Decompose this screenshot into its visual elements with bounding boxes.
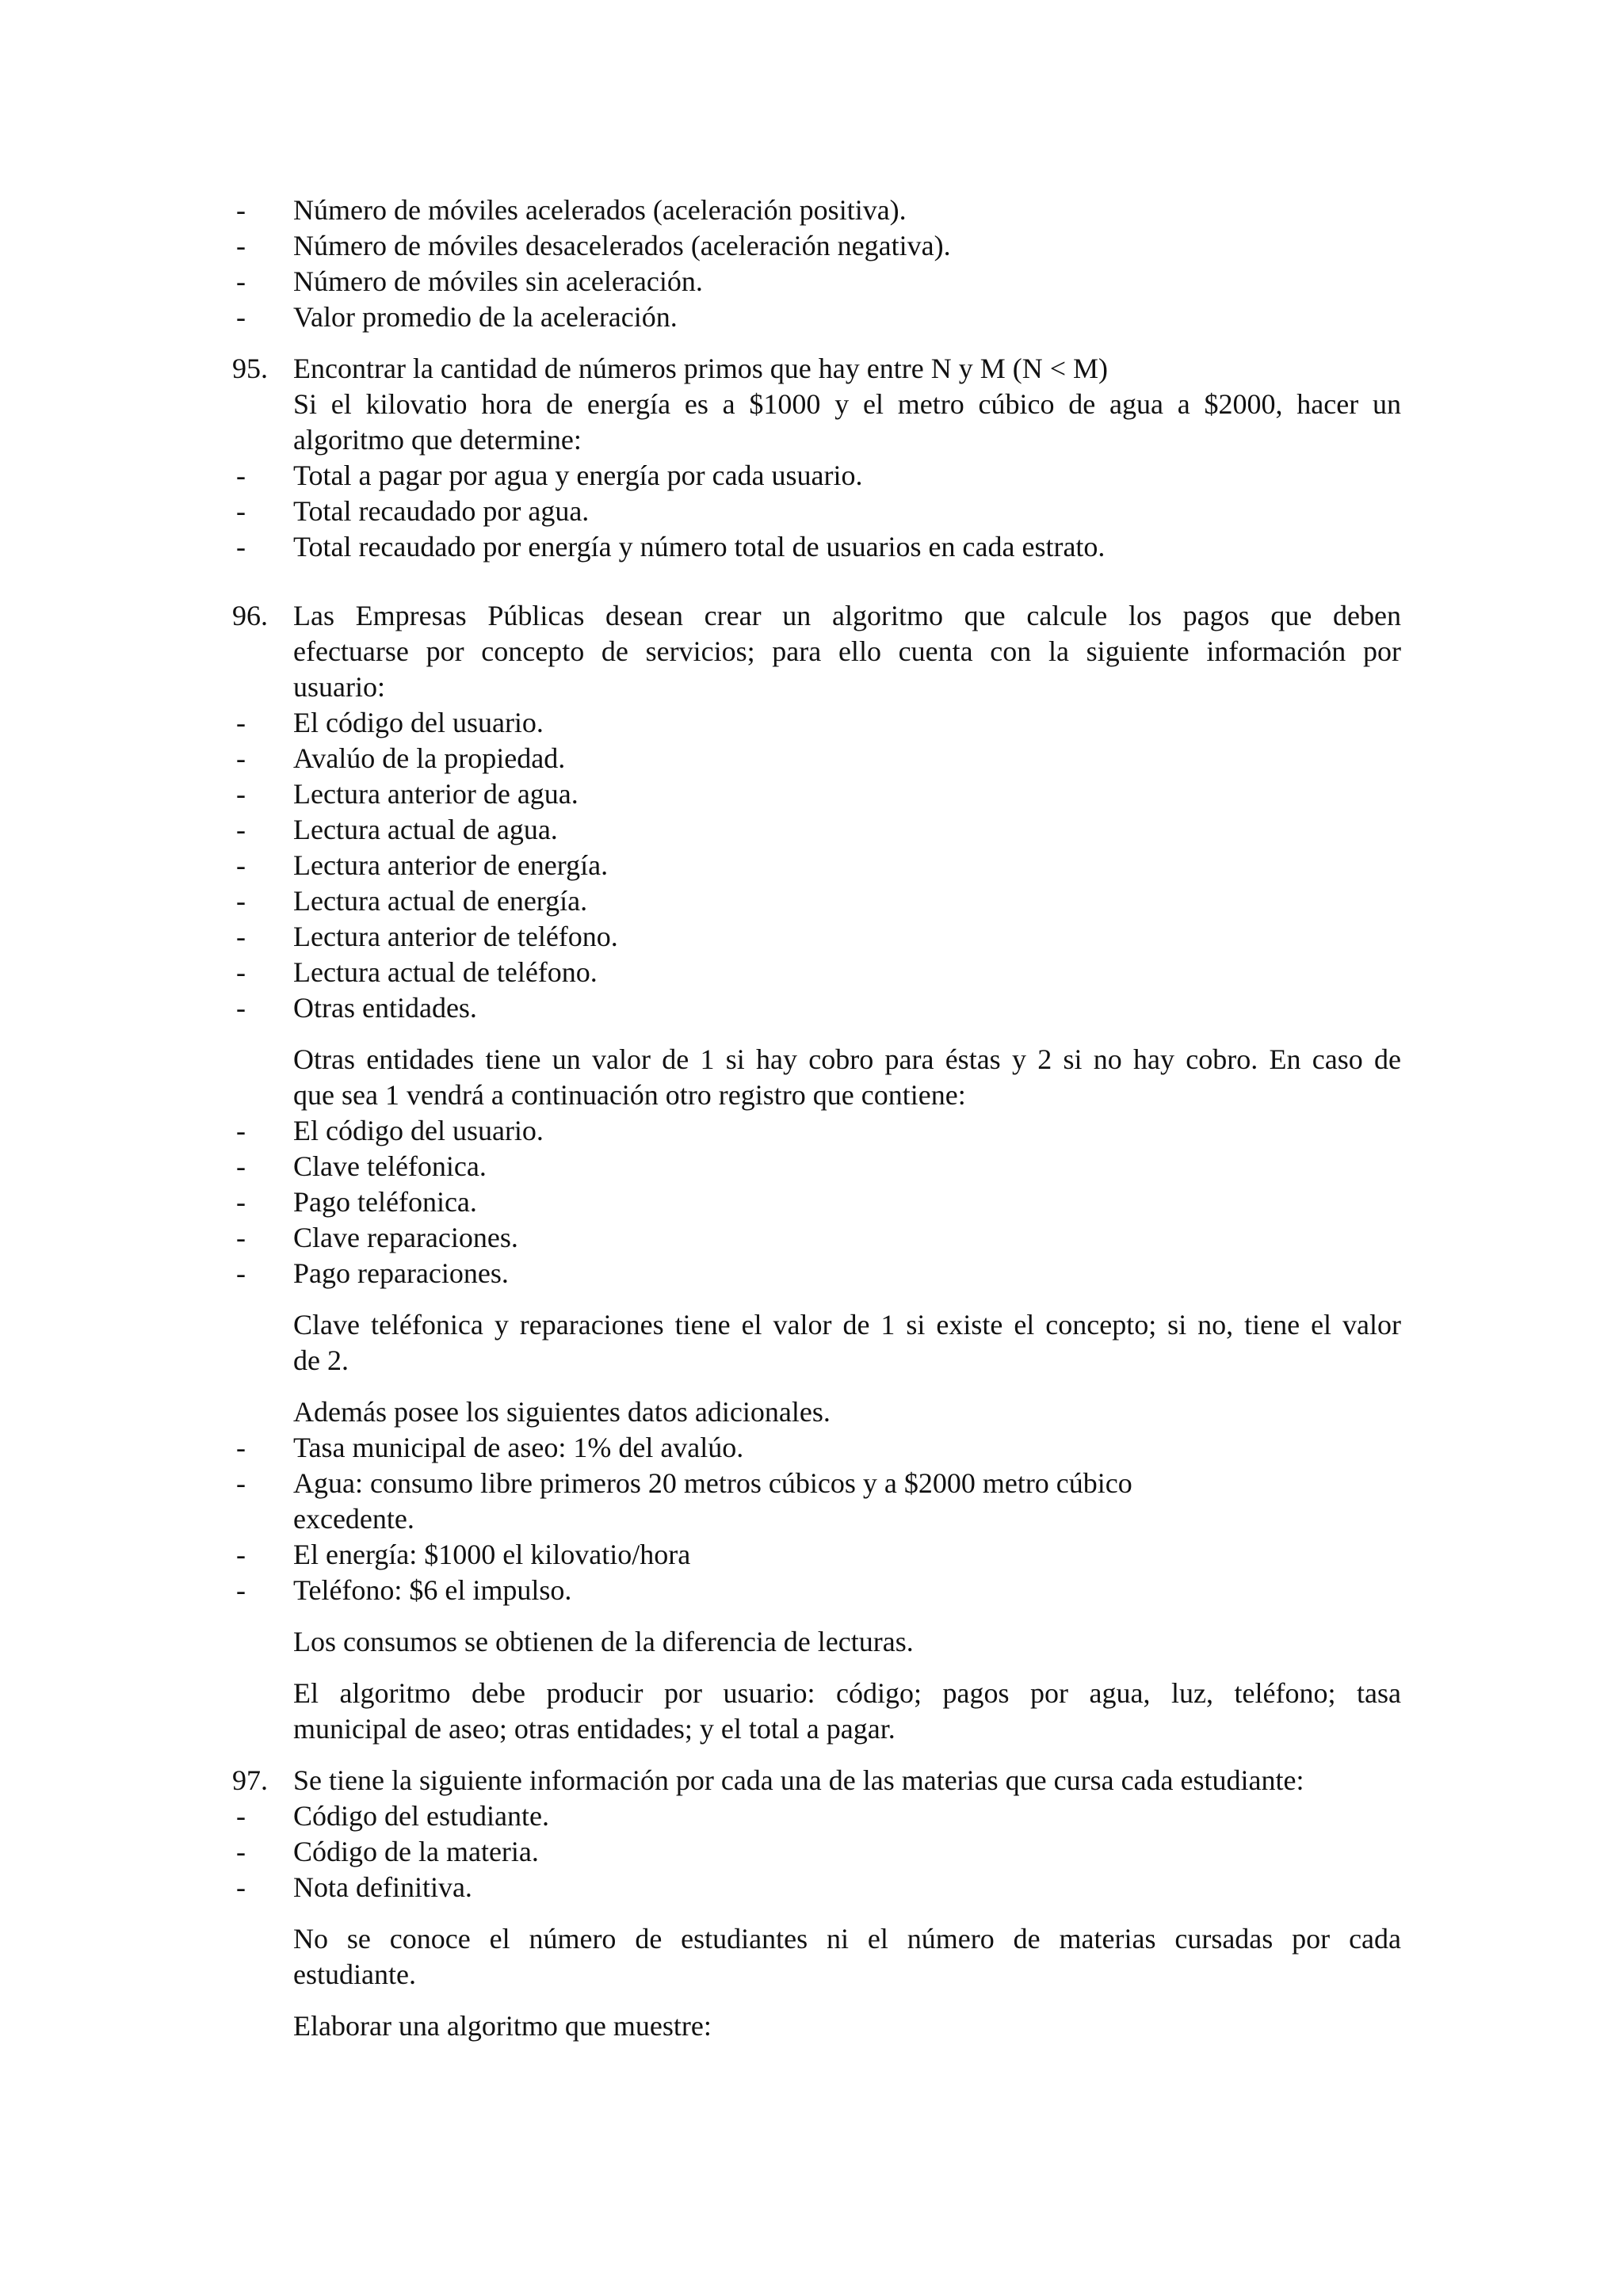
list-item-text: Código del estudiante. [293, 1800, 549, 1832]
dash-bullet: - [236, 778, 246, 810]
list-item [236, 1466, 1401, 1501]
list-item [236, 955, 1401, 990]
list-item [236, 1184, 1401, 1220]
dash-bullet: - [236, 265, 246, 297]
paragraph-line: que sea 1 vendrá a continuación otro registro que contiene: [293, 1079, 966, 1111]
list-item [236, 264, 1401, 299]
list-item [236, 705, 1401, 741]
list-item-text: Lectura anterior de teléfono. [293, 921, 618, 952]
dash-bullet: - [236, 531, 246, 563]
list-item-text: El energía: $1000 el kilovatio/hora [293, 1539, 691, 1570]
list-item [236, 1256, 1401, 1291]
dash-bullet: - [236, 230, 246, 261]
exercise-text-line: Si el kilovatio hora de energía es a $1000 y el metro cúbico de agua a $2000, hacer un [293, 388, 1401, 420]
list-item-text: Número de móviles sin aceleración. [293, 265, 703, 297]
dash-bullet: - [236, 849, 246, 881]
dash-bullet: - [236, 992, 246, 1024]
dash-bullet: - [236, 1574, 246, 1606]
exercise-text-line: efectuarse por concepto de servicios; para ello cuenta con la siguiente información por [293, 635, 1401, 667]
ex96-additional-data-list [236, 1430, 1401, 1608]
exercise-statement: Se tiene la siguiente información por cada una de las materias que cursa cada estudiante: [293, 1764, 1304, 1796]
list-item [236, 1220, 1401, 1256]
list-item [236, 1834, 1401, 1870]
paragraph-line: Además posee los siguientes datos adicionales. [293, 1396, 831, 1428]
list-item-text: Tasa municipal de aseo: 1% del avalúo. [293, 1432, 744, 1463]
list-item-text: Total recaudado por energía y número total de usuarios en cada estrato. [293, 531, 1106, 563]
list-item-text: Lectura actual de energía. [293, 885, 588, 917]
list-item [236, 812, 1401, 848]
paragraph-line: Elaborar una algoritmo que muestre: [293, 2010, 712, 2042]
list-item-text: Otras entidades. [293, 992, 477, 1024]
dash-bullet: - [236, 742, 246, 774]
exercise-96 [232, 598, 1401, 1747]
dash-bullet: - [236, 1467, 246, 1499]
dash-bullet: - [236, 1222, 246, 1253]
list-item-text: Número de móviles acelerados (aceleración positiva). [293, 194, 907, 226]
exercise-statement: Encontrar la cantidad de números primos que hay entre N y M (N < M) [293, 353, 1109, 384]
list-item-text: El código del usuario. [293, 1115, 544, 1146]
exercise-number: 97. [232, 1764, 268, 1796]
dash-bullet: - [236, 956, 246, 988]
list-item-text: El código del usuario. [293, 707, 544, 738]
paragraph-line: municipal de aseo; otras entidades; y el total a pagar. [293, 1713, 896, 1745]
list-item-text: Total recaudado por agua. [293, 495, 590, 527]
dash-bullet: - [236, 460, 246, 491]
list-item-text: Avalúo de la propiedad. [293, 742, 566, 774]
dash-bullet: - [236, 1539, 246, 1570]
dash-bullet: - [236, 921, 246, 952]
list-item-text: Nota definitiva. [293, 1871, 472, 1903]
dash-bullet: - [236, 814, 246, 845]
paragraph-line: de 2. [293, 1344, 349, 1376]
paragraph-line: Los consumos se obtienen de la diferencia de lecturas. [293, 1626, 914, 1657]
list-item-text: Total a pagar por agua y energía por cada usuario. [293, 460, 863, 491]
list-item [236, 1573, 1401, 1608]
list-item [236, 776, 1401, 812]
list-item-text: Pago reparaciones. [293, 1257, 509, 1289]
exercise-text-line: algoritmo que determine: [293, 424, 582, 456]
ex95-list [236, 458, 1401, 565]
list-item-text: Pago teléfonica. [293, 1186, 477, 1218]
ex97-list [236, 1798, 1401, 1905]
list-item-text: Teléfono: $6 el impulso. [293, 1574, 572, 1606]
list-item [236, 299, 1401, 335]
list-item [236, 193, 1401, 228]
list-item-text: Clave reparaciones. [293, 1222, 518, 1253]
paragraph-line: estudiante. [293, 1958, 416, 1990]
list-item [236, 919, 1401, 955]
list-item-text: excedente. [293, 1503, 414, 1535]
exercise-number: 96. [232, 600, 268, 631]
list-item [236, 1870, 1401, 1905]
list-item-text: Lectura actual de agua. [293, 814, 558, 845]
list-item [236, 529, 1401, 565]
dash-bullet: - [236, 1257, 246, 1289]
dash-bullet: - [236, 1115, 246, 1146]
acceleration-list [236, 193, 1401, 335]
dash-bullet: - [236, 1871, 246, 1903]
list-item [236, 494, 1401, 529]
list-item-text: Número de móviles desacelerados (aceleración negativa). [293, 230, 951, 261]
paragraph-line: El algoritmo debe producir por usuario: código; pagos por agua, luz, teléfono; tasa [293, 1677, 1401, 1709]
ex96-user-data-list [236, 705, 1401, 1026]
paragraph-line: Otras entidades tiene un valor de 1 si hay cobro para éstas y 2 si no hay cobro. En caso de [293, 1043, 1401, 1075]
list-item-text: Agua: consumo libre primeros 20 metros cúbicos y a $2000 metro cúbico [293, 1467, 1132, 1499]
dash-bullet: - [236, 1432, 246, 1463]
dash-bullet: - [236, 495, 246, 527]
dash-bullet: - [236, 194, 246, 226]
list-item-text: Lectura anterior de energía. [293, 849, 609, 881]
list-item [236, 1798, 1401, 1834]
list-item-text: Lectura anterior de agua. [293, 778, 579, 810]
list-item [236, 883, 1401, 919]
list-item [236, 1113, 1401, 1149]
dash-bullet: - [236, 1186, 246, 1218]
list-item-text: Lectura actual de teléfono. [293, 956, 598, 988]
list-item-text: Valor promedio de la aceleración. [293, 301, 678, 333]
paragraph-line: Clave teléfonica y reparaciones tiene el valor de 1 si existe el concepto; si no, tiene el valor [293, 1309, 1401, 1341]
list-item-text: Clave teléfonica. [293, 1150, 487, 1182]
dash-bullet: - [236, 885, 246, 917]
dash-bullet: - [236, 1836, 246, 1867]
exercise-number: 95. [232, 353, 268, 384]
list-item [236, 1537, 1401, 1573]
dash-bullet: - [236, 1800, 246, 1832]
list-item [236, 458, 1401, 494]
paragraph-line: No se conoce el número de estudiantes ni el número de materias cursadas por cada [293, 1923, 1401, 1955]
dash-bullet: - [236, 1150, 246, 1182]
exercise-95 [232, 351, 1401, 565]
list-item [236, 848, 1401, 883]
list-item [236, 1430, 1401, 1466]
list-item [236, 228, 1401, 264]
document-body [232, 193, 1401, 2044]
dash-bullet: - [236, 301, 246, 333]
list-item [236, 741, 1401, 776]
ex96-extra-record-list [236, 1113, 1401, 1291]
list-item [236, 1149, 1401, 1184]
exercise-text-line: Las Empresas Públicas desean crear un algoritmo que calcule los pagos que deben [293, 600, 1401, 631]
list-item-continuation [236, 1501, 1401, 1537]
list-item [236, 990, 1401, 1026]
exercise-text-line: usuario: [293, 671, 385, 703]
list-item-text: Código de la materia. [293, 1836, 539, 1867]
dash-bullet: - [236, 707, 246, 738]
exercise-97 [232, 1763, 1401, 2044]
